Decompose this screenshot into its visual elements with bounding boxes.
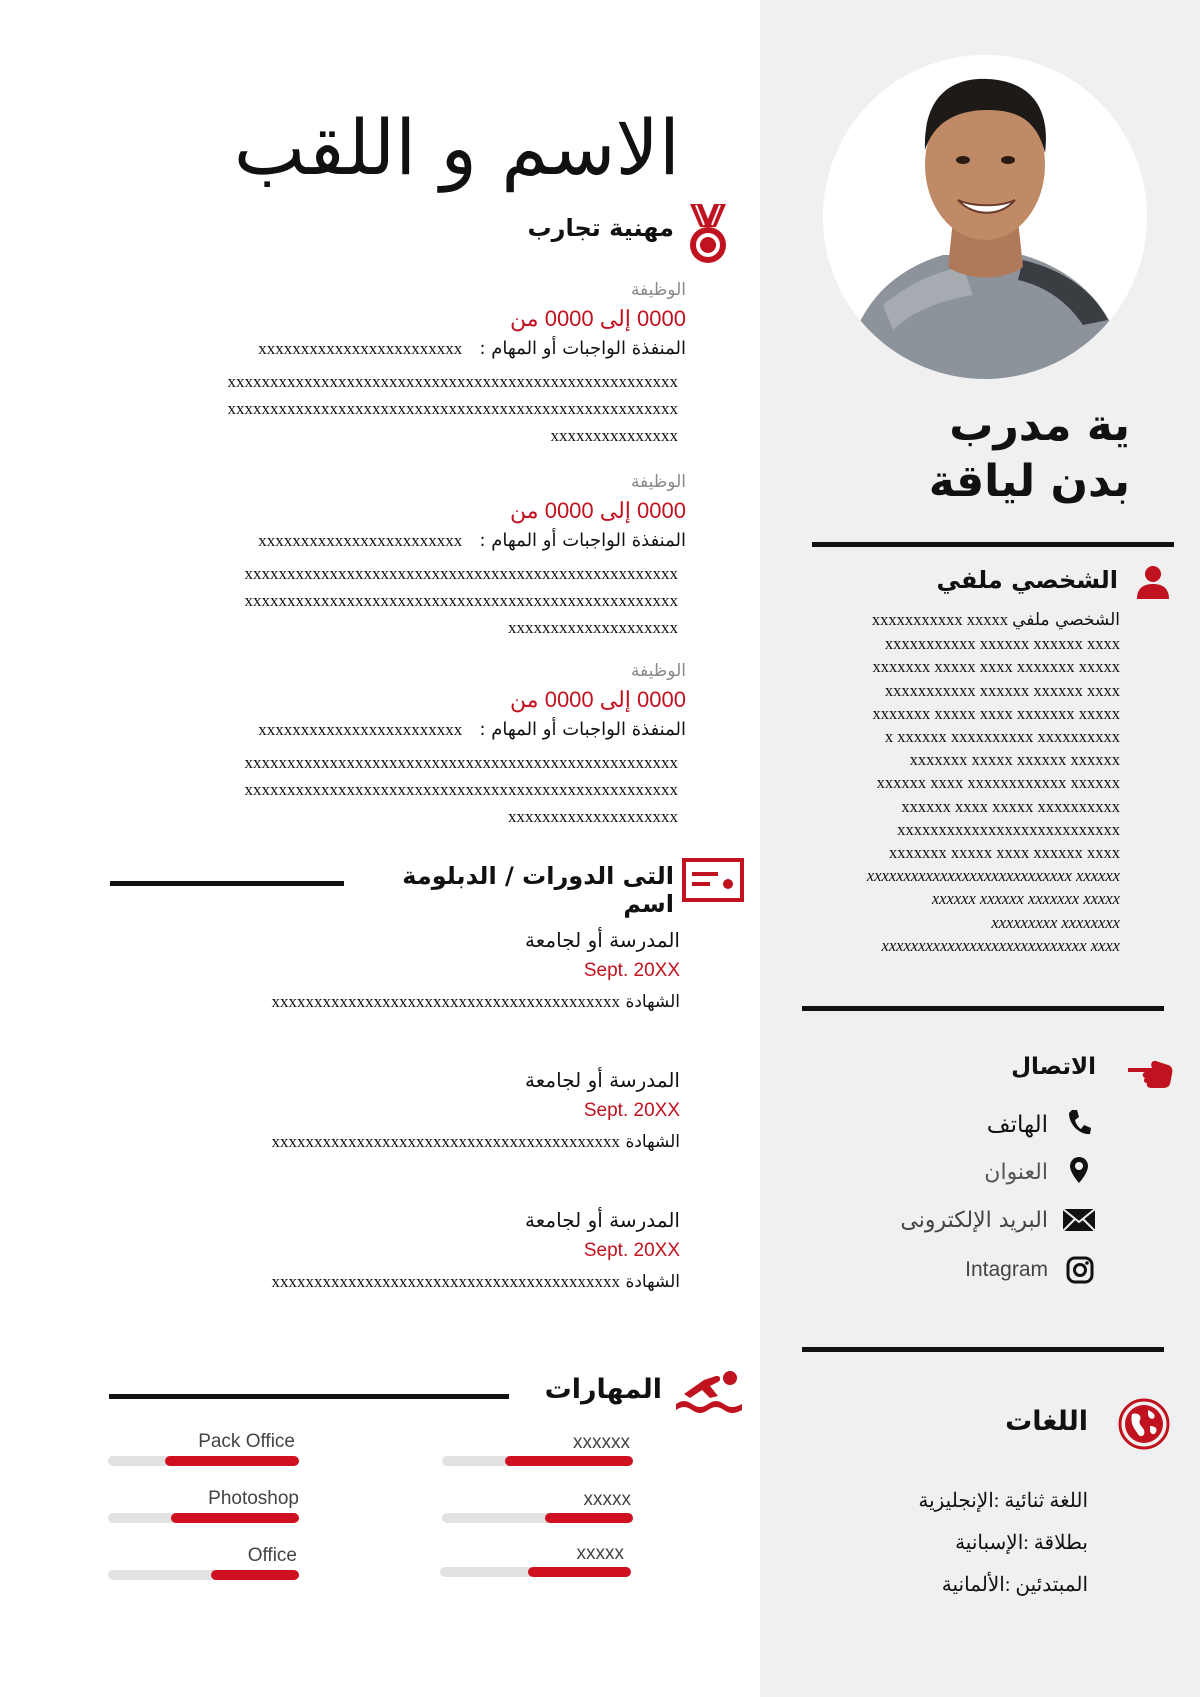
- job-duties-line: xxxxxxxxxxxxxxxxxxxxxxxxxxxxxxxxxxxxxxxxxxxxxxxxxxxxx: [227, 399, 678, 418]
- job-title-line-2: بدن لياقة: [928, 456, 1130, 507]
- education-rule: [110, 881, 344, 886]
- skill-fill: [211, 1570, 299, 1580]
- sidebar-divider-3: [802, 1347, 1164, 1352]
- profile-photo: [823, 55, 1147, 379]
- language-item: بطلاقة :الإسبانية: [955, 1532, 1088, 1554]
- skill-label: Pack Office: [198, 1431, 295, 1452]
- job-duties-label: المنفذة الواجبات أو المهام :: [479, 530, 686, 551]
- skill-label: Office: [247, 1545, 297, 1566]
- job-duties-line: xxxxxxxxxxxxxxxxxxxx: [508, 618, 678, 637]
- profile-line: xxxxxxx xxxxx xxxxxx xxxxxx: [909, 750, 1120, 770]
- language-item: اللغة ثنائية :الإنجليزية: [918, 1490, 1088, 1512]
- education-school: المدرسة أو لجامعة: [525, 1068, 680, 1092]
- job-duties-label: المنفذة الواجبات أو المهام :: [479, 338, 686, 359]
- skill-label: xxxxx: [576, 1543, 624, 1564]
- education-date: Sept. 20XX: [583, 960, 680, 981]
- contact-instagram[interactable]: Intagram: [965, 1258, 1048, 1281]
- education-degree-label: الشهادة: [625, 1272, 680, 1292]
- job-title-line-1: ية مدرب: [949, 400, 1130, 451]
- contact-phone[interactable]: الهاتف: [986, 1112, 1048, 1138]
- profile-line: xxxxxxxxxxx xxxxxx xxxxxx xxxx: [884, 680, 1120, 700]
- job-role: الوظيفة: [630, 280, 686, 300]
- job-duties-inline: xxxxxxxxxxxxxxxxxxxxxxxx: [258, 720, 463, 739]
- profile-line: xxxxxxx xxxxx xxxx xxxxxx xxxx: [889, 843, 1120, 863]
- education-item-3: [180, 1208, 680, 1292]
- profile-lead: الشخصي ملفي: [1012, 610, 1120, 630]
- profile-line: xxxxxx xxxxxx xxxxxxx xxxxx: [931, 889, 1120, 909]
- job-entry-1: [60, 280, 686, 449]
- skill-label: xxxxx: [583, 1489, 631, 1510]
- job-duties-text: [60, 560, 686, 641]
- profile-lead-line: [812, 608, 1120, 632]
- languages-title: اللغات: [1005, 1406, 1088, 1437]
- education-degree-value: xxxxxxxxxxxxxxxxxxxxxxxxxxxxxxxxxxxxxxxxx: [271, 1132, 621, 1151]
- profile-photo-illustration: [823, 55, 1147, 379]
- education-item-2: [180, 1068, 680, 1152]
- education-degree-label: الشهادة: [625, 992, 680, 1012]
- education-date: Sept. 20XX: [583, 1100, 680, 1121]
- profile-line: xxxxxx xxxx xxxxx xxxxxxxxxx: [901, 796, 1120, 816]
- education-school: المدرسة أو لجامعة: [525, 1208, 680, 1232]
- skill-fill: [505, 1456, 633, 1466]
- skill-label: xxxxxx: [573, 1432, 630, 1453]
- profile-line: xxxxxxxxx xxxxxxxx: [991, 912, 1120, 932]
- job-duties-line: xxxxxxxxxxxxxxxxxxxx: [508, 807, 678, 826]
- contact-email[interactable]: البريد الإلكترونى: [900, 1208, 1048, 1233]
- globe-icon: [1118, 1398, 1170, 1450]
- job-duties-line: xxxxxxxxxxxxxxxxxxxxxxxxxxxxxxxxxxxxxxxxxxxxxxxxxxxxx: [227, 372, 678, 391]
- job-role: الوظيفة: [630, 472, 686, 492]
- profile-title: الشخصي ملفي: [936, 566, 1118, 594]
- profile-line: xxxxxxx xxxxx xxxx xxxxxxx xxxxx: [872, 703, 1120, 723]
- education-title: التى الدورات / الدبلومة اسم: [402, 862, 674, 918]
- pointing-hand-icon: [1126, 1056, 1174, 1090]
- contact-address[interactable]: العنوان: [984, 1160, 1048, 1185]
- job-duties-line: xxxxxxxxxxxxxxxxxxxxxxxxxxxxxxxxxxxxxxxxxxxxxxxxxxx: [244, 591, 678, 610]
- profile-line: xxxxxx xxxx xxxxxxxxxxxx xxxxxx: [876, 773, 1120, 793]
- sidebar-divider-1: [812, 542, 1174, 547]
- job-entry-3: [60, 661, 686, 830]
- profile-text: [812, 608, 1120, 957]
- education-degree-value: xxxxxxxxxxxxxxxxxxxxxxxxxxxxxxxxxxxxxxxxx: [271, 992, 621, 1011]
- job-dates: 0000 إلى 0000 من: [510, 498, 686, 523]
- instagram-icon: [1066, 1256, 1094, 1284]
- education-degree-label: الشهادة: [625, 1132, 680, 1152]
- full-name: الاسم و اللقب: [233, 103, 680, 192]
- job-role: الوظيفة: [630, 661, 686, 681]
- job-duties-line: xxxxxxxxxxxxxxxxxxxxxxxxxxxxxxxxxxxxxxxxxxxxxxxxxxx: [244, 780, 678, 799]
- education-school: المدرسة أو لجامعة: [525, 928, 680, 952]
- profile-lead-rest: xxxxxxxxxxx xxxxx: [871, 610, 1008, 629]
- skill-fill: [545, 1513, 633, 1523]
- job-duties-line: xxxxxxxxxxxxxxx: [550, 426, 678, 445]
- education-degree-line: [180, 992, 680, 1012]
- job-duties-text: [60, 749, 686, 830]
- languages-list: [860, 1480, 1088, 1606]
- skills-title: المهارات: [544, 1374, 662, 1405]
- job-duties-line: xxxxxxxxxxxxxxxxxxxxxxxxxxxxxxxxxxxxxxxxxxxxxxxxxxx: [244, 564, 678, 583]
- profile-line: xxxxxxx xxxxx xxxx xxxxxxx xxxxx: [872, 657, 1120, 677]
- education-date: Sept. 20XX: [583, 1240, 680, 1261]
- skill-fill: [171, 1513, 299, 1523]
- medal-icon: [686, 203, 730, 265]
- profile-line: xxxxxxxxxxxxxxxxxxxxxxxxxxx: [897, 819, 1120, 839]
- job-dates: 0000 إلى 0000 من: [510, 687, 686, 712]
- job-title: [830, 398, 1130, 510]
- location-pin-icon: [1068, 1156, 1090, 1184]
- job-duties-text: [60, 368, 686, 449]
- education-degree-value: xxxxxxxxxxxxxxxxxxxxxxxxxxxxxxxxxxxxxxxxx: [271, 1272, 621, 1291]
- job-dates: 0000 إلى 0000 من: [510, 306, 686, 331]
- skill-fill: [528, 1567, 631, 1577]
- job-duties-inline: xxxxxxxxxxxxxxxxxxxxxxxx: [258, 531, 463, 550]
- language-item: المبتدئين :الألمانية: [941, 1574, 1088, 1596]
- phone-icon: [1066, 1108, 1092, 1136]
- job-entry-2: [60, 472, 686, 641]
- profile-line: xxxxxxxxxxxxxxxxxxxxxxxxxxxx xxxxxx: [866, 866, 1120, 886]
- sidebar-divider-2: [802, 1006, 1164, 1011]
- profile-line: xxxxxxxxxxx xxxxxx xxxxxx xxxx: [884, 634, 1120, 654]
- job-duties-line: [60, 719, 686, 749]
- experience-title: مهنية تجارب: [527, 214, 674, 242]
- education-degree-line: [180, 1272, 680, 1292]
- person-icon: [1134, 563, 1172, 601]
- envelope-icon: [1062, 1208, 1096, 1232]
- contact-title: الاتصال: [1011, 1054, 1096, 1080]
- skills-rule: [109, 1394, 509, 1399]
- skill-label: Photoshop: [208, 1488, 299, 1509]
- job-duties-inline: xxxxxxxxxxxxxxxxxxxxxxxx: [258, 339, 463, 358]
- education-item-1: [180, 928, 680, 1012]
- profile-line: xxxxxxxxxxxxxxxxxxxxxxxxxxxx xxxx: [881, 935, 1120, 955]
- certificate-icon: [682, 858, 744, 902]
- profile-line: x xxxxxx xxxxxxxxxx xxxxxxxxxx: [884, 727, 1120, 747]
- skill-fill: [165, 1456, 299, 1466]
- job-duties-line: [60, 338, 686, 368]
- job-duties-line: xxxxxxxxxxxxxxxxxxxxxxxxxxxxxxxxxxxxxxxxxxxxxxxxxxx: [244, 753, 678, 772]
- job-duties-label: المنفذة الواجبات أو المهام :: [479, 719, 686, 740]
- education-degree-line: [180, 1132, 680, 1152]
- swimmer-icon: [674, 1368, 744, 1414]
- job-duties-line: [60, 530, 686, 560]
